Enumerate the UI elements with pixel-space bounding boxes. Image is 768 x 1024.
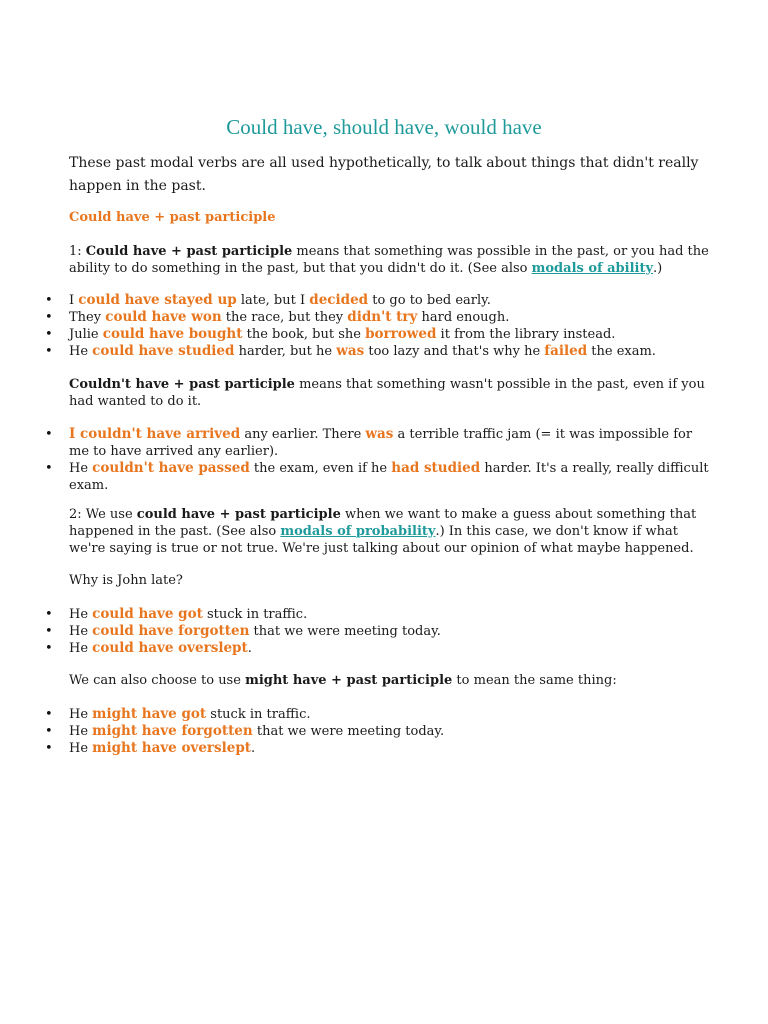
highlight: couldn't have passed	[92, 460, 250, 476]
paragraph-number: 1:	[69, 244, 86, 259]
highlight: decided	[309, 292, 369, 308]
highlight: could have got	[92, 606, 203, 622]
highlight: was	[365, 426, 394, 442]
highlight: might have overslept	[92, 740, 252, 756]
text: harder. It's a really, really difficult exam.	[69, 461, 709, 493]
examples-list-1	[69, 292, 709, 360]
highlight: was	[336, 343, 365, 359]
section-heading: Could have + past participle	[69, 210, 276, 225]
text: that we were meeting today.	[252, 724, 445, 739]
list-item	[69, 343, 709, 360]
page-title: Could have, should have, would have	[226, 115, 542, 139]
highlight: borrowed	[365, 326, 437, 342]
list-item	[69, 740, 709, 757]
text: a terrible traffic jam (= it was impossible for me to have arrived any earlier).	[69, 427, 693, 459]
text: They	[69, 310, 106, 325]
examples-list-4	[69, 706, 709, 757]
list-item	[69, 460, 709, 494]
intro-paragraph: These past modal verbs are all used hypothetically, to talk about things that didn't really happen in the past.	[69, 155, 699, 194]
modals-of-probability-link[interactable]: modals of probability	[280, 524, 436, 539]
text: the exam.	[587, 344, 656, 359]
text: stuck in traffic.	[202, 607, 308, 622]
text: the exam, even if he	[249, 461, 392, 476]
list-item	[69, 292, 709, 309]
text: stuck in traffic.	[206, 707, 311, 722]
list-item	[69, 723, 709, 740]
modals-of-ability-link[interactable]: modals of ability	[531, 261, 654, 276]
list-item	[69, 706, 709, 723]
highlight: didn't try	[347, 309, 418, 325]
paragraph-text: when we want to make a guess about something that happened in the past. (See also	[69, 507, 697, 539]
paragraph-could-have-guess	[69, 506, 709, 557]
highlight: could have overslept	[92, 640, 248, 656]
highlight: had studied	[391, 460, 481, 476]
highlight: might have forgotten	[92, 723, 253, 739]
paragraph-might-have	[69, 672, 709, 689]
text: He	[69, 707, 93, 722]
bold-phrase: might have + past participle	[245, 673, 453, 688]
text: too lazy and that's why he	[364, 344, 545, 359]
text: to go to bed early.	[368, 293, 491, 308]
list-item	[69, 426, 709, 460]
examples-list-2	[69, 426, 709, 494]
paragraph-text: We can also choose to use	[69, 673, 246, 688]
bold-phrase: Could have + past participle	[85, 244, 293, 259]
text: He	[69, 741, 93, 756]
highlight: failed	[544, 343, 588, 359]
text: He	[69, 344, 93, 359]
text: I	[69, 293, 79, 308]
list-item	[69, 606, 709, 623]
highlight: could have won	[105, 309, 222, 325]
list-item	[69, 640, 709, 657]
highlight: could have forgotten	[92, 623, 250, 639]
highlight: could have bought	[102, 326, 243, 342]
paragraph-text: to mean the same thing:	[452, 673, 617, 688]
text: late, but I	[236, 293, 310, 308]
highlight: could have stayed up	[78, 292, 237, 308]
text: that we were meeting today.	[249, 624, 441, 639]
bold-phrase: Couldn't have + past participle	[69, 377, 295, 392]
highlight: might have got	[92, 706, 207, 722]
text: .	[247, 641, 252, 656]
text: He	[69, 724, 93, 739]
paragraph-could-have-ability	[69, 243, 709, 277]
text: Julie	[69, 327, 103, 342]
text: the race, but they	[221, 310, 348, 325]
text: He	[69, 607, 93, 622]
question-line: Why is John late?	[69, 573, 183, 588]
paragraph-text: means that something wasn't possible in the past, even if you had wanted to do it.	[69, 377, 705, 409]
paragraph-text: 2: We use	[69, 507, 137, 522]
text: .	[251, 741, 256, 756]
paragraph-text: means that something was possible in the past, or you had the ability to do something in the past, but that you didn't do it. (See also	[69, 244, 709, 276]
text: He	[69, 641, 93, 656]
text: the book, but she	[242, 327, 366, 342]
highlight: I couldn't have arrived	[69, 426, 241, 442]
bold-phrase: could have + past participle	[136, 507, 341, 522]
text: hard enough.	[417, 310, 510, 325]
paragraph-end: .)	[653, 261, 663, 276]
list-item	[69, 623, 709, 640]
text: any earlier. There	[240, 427, 366, 442]
paragraph-text: .) In this case, we don't know if what we're saying is true or not true. We're just talking about our opinion of what maybe happened.	[69, 524, 694, 556]
text: He	[69, 461, 93, 476]
list-item	[69, 326, 709, 343]
text: He	[69, 624, 93, 639]
paragraph-couldnt-have	[69, 376, 709, 410]
examples-list-3	[69, 606, 709, 657]
text: it from the library instead.	[436, 327, 616, 342]
text: harder, but he	[234, 344, 337, 359]
highlight: could have studied	[92, 343, 235, 359]
list-item	[69, 309, 709, 326]
